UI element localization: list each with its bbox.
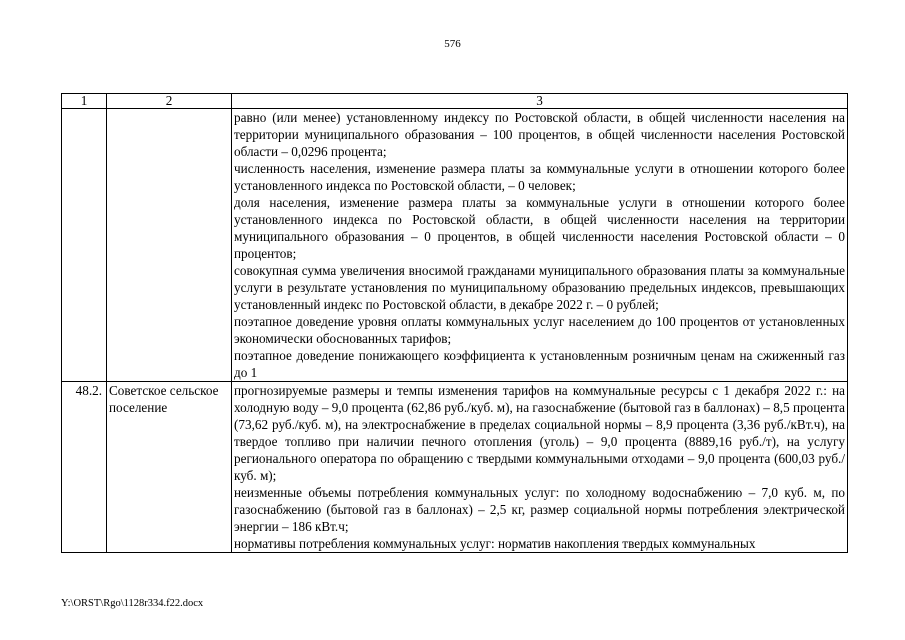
row-name: Советское сельское поселение xyxy=(107,382,232,553)
row-number xyxy=(62,109,107,382)
row-number: 48.2. xyxy=(62,382,107,553)
header-col-1: 1 xyxy=(62,94,107,109)
row-content xyxy=(232,109,848,382)
table-row xyxy=(62,109,848,382)
paragraph: неизменные объемы потребления коммунальных услуг: по холодному водоснабжению – 7,0 куб. м, по газоснабжению (бытовой газ в баллонах) – 2,5 кг, размер социальной нормы потребления электрической энергии – 186 кВт.ч; xyxy=(234,485,845,534)
header-col-3: 3 xyxy=(232,94,848,109)
data-table xyxy=(61,93,848,553)
footer-file-path: Y:\ORST\Rgo\1128r334.f22.docx xyxy=(61,598,204,609)
paragraph: равно (или менее) установленному индексу по Ростовской области, в общей численности населения на территории муниципального образования – 100 процентов, в общей численности населения Ростовской области – 0,0296 процента; xyxy=(234,110,845,159)
table-header-row xyxy=(62,94,848,109)
paragraph: поэтапное доведение уровня оплаты коммунальных услуг населением до 100 процентов от установленных экономически обоснованных тарифов; xyxy=(234,314,845,346)
paragraph: прогнозируемые размеры и темпы изменения тарифов на коммунальные ресурсы с 1 декабря 2022 г.: на холодную воду – 9,0 процента (62,86 руб./куб. м), на газоснабжение (бытовой газ в баллонах) – 8,5 процента (73,62 руб./куб. м), на электроснабжение в пределах социальной нормы – 8,9 процента (3,36 руб./кВт.ч), на твердое топливо при наличии печного отопления (уголь) – 9,0 процента (8889,16 руб./т), на услугу регионального оператора по обращению с твердыми коммунальными отходами – 9,0 процента (600,03 руб./куб. м); xyxy=(234,383,845,483)
table-row xyxy=(62,382,848,553)
header-col-2: 2 xyxy=(107,94,232,109)
paragraph: нормативы потребления коммунальных услуг: норматив накопления твердых коммунальных xyxy=(234,536,756,551)
row-name xyxy=(107,109,232,382)
paragraph: совокупная сумма увеличения вносимой гражданами муниципального образования платы за коммунальные услуги в результате установления по муниципальному образованию предельных индексов, превышающих установленный индекс по Ростовской области, в декабре 2022 г. – 0 рублей; xyxy=(234,263,845,312)
paragraph: доля населения, изменение размера платы за коммунальные услуги в отношении которого более установленного индекса по Ростовской области, в общей численности населения на территории муниципального образования – 0 процентов, в общей численности населения Ростовской области – 0 процентов; xyxy=(234,195,845,261)
paragraph: численность населения, изменение размера платы за коммунальные услуги в отношении которого более установленного индекса по Ростовской области, – 0 человек; xyxy=(234,161,845,193)
page-number: 576 xyxy=(444,38,461,50)
row-content xyxy=(232,382,848,553)
paragraph: поэтапное доведение понижающего коэффициента к установленным розничным ценам на сжиженный газ до 1 xyxy=(234,348,845,380)
